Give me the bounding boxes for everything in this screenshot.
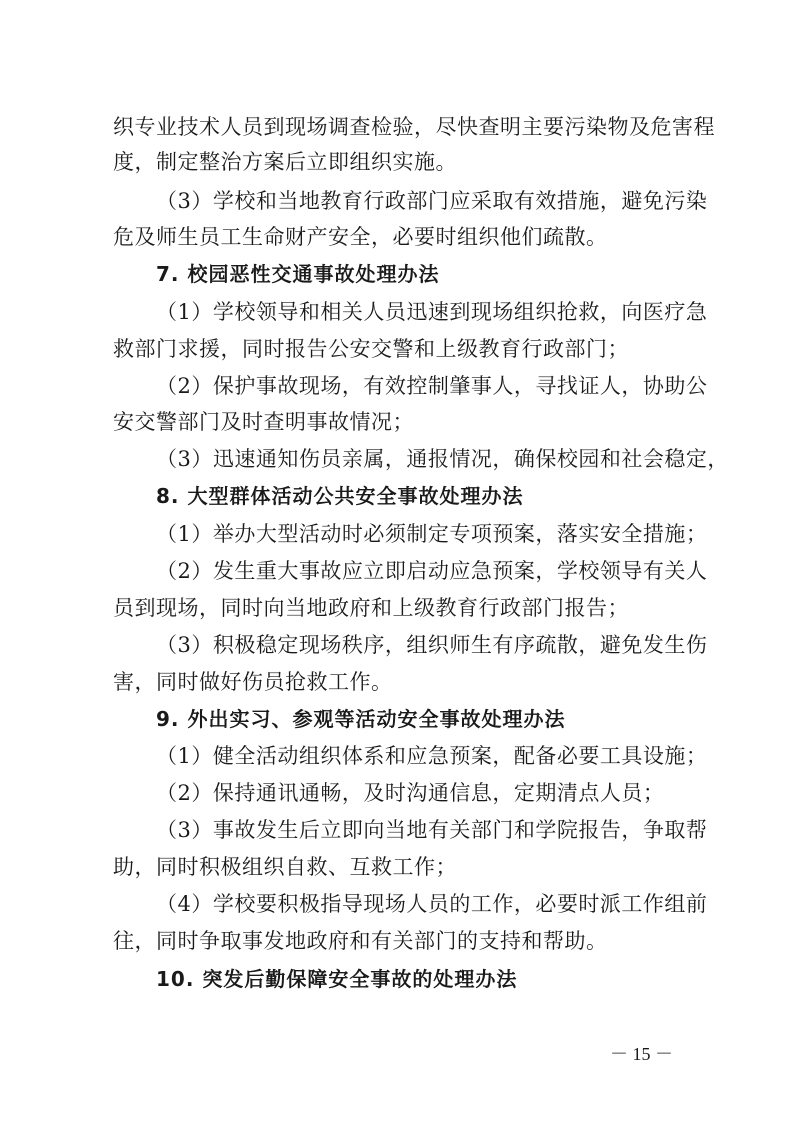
paragraph-line: 安交警部门及时查明事故情况；	[113, 410, 414, 434]
paragraph-line: 度，制定整治方案后立即组织实施。	[113, 150, 457, 174]
paragraph-line: 救部门求援，同时报告公安交警和上级教育行政部门；	[113, 337, 629, 361]
paragraph-line: （2）发生重大事故应立即启动应急预案，学校领导有关人	[156, 559, 708, 583]
paragraph-line: （4）学校要积极指导现场人员的工作，必要时派工作组前	[156, 892, 708, 916]
paragraph-line: （3）事故发生后立即向当地有关部门和学院报告，争取帮	[156, 818, 708, 842]
page-number: － 15 －	[610, 1044, 673, 1064]
section-heading-7: 7. 校园恶性交通事故处理办法	[156, 262, 440, 286]
paragraph-line: 害，同时做好伤员抢救工作。	[113, 670, 393, 694]
section-heading-10: 10. 突发后勤保障安全事故的处理办法	[156, 967, 518, 991]
paragraph-line: 员到现场，同时向当地政府和上级教育行政部门报告；	[113, 596, 629, 620]
paragraph-line: 危及师生员工生命财产安全，必要时组织他们疏散。	[113, 225, 608, 249]
paragraph-line: （3）迅速通知伤员亲属，通报情况，确保校园和社会稳定，	[156, 447, 729, 471]
paragraph-line: （1）举办大型活动时必须制定专项预案，落实安全措施；	[156, 522, 708, 546]
section-heading-9: 9. 外出实习、参观等活动安全事故处理办法	[156, 707, 566, 731]
paragraph-line: 助，同时积极组织自救、互救工作；	[113, 855, 457, 879]
paragraph-line: （1）学校领导和相关人员迅速到现场组织抢救，向医疗急	[156, 300, 708, 324]
section-heading-8: 8. 大型群体活动公共安全事故处理办法	[156, 484, 524, 508]
paragraph-line: （3）积极稳定现场秩序，组织师生有序疏散，避免发生伤	[156, 633, 708, 657]
paragraph-line: （2）保护事故现场，有效控制肇事人，寻找证人，协助公	[156, 374, 708, 398]
paragraph-line: （3）学校和当地教育行政部门应采取有效措施，避免污染	[156, 189, 708, 213]
paragraph-line: 往，同时争取事发地政府和有关部门的支持和帮助。	[113, 929, 608, 953]
paragraph-line: （1）健全活动组织体系和应急预案，配备必要工具设施；	[156, 744, 708, 768]
paragraph-line: 织专业技术人员到现场调查检验，尽快查明主要污染物及危害程	[113, 115, 715, 139]
paragraph-line: （2）保持通讯通畅，及时沟通信息，定期清点人员；	[156, 781, 665, 805]
